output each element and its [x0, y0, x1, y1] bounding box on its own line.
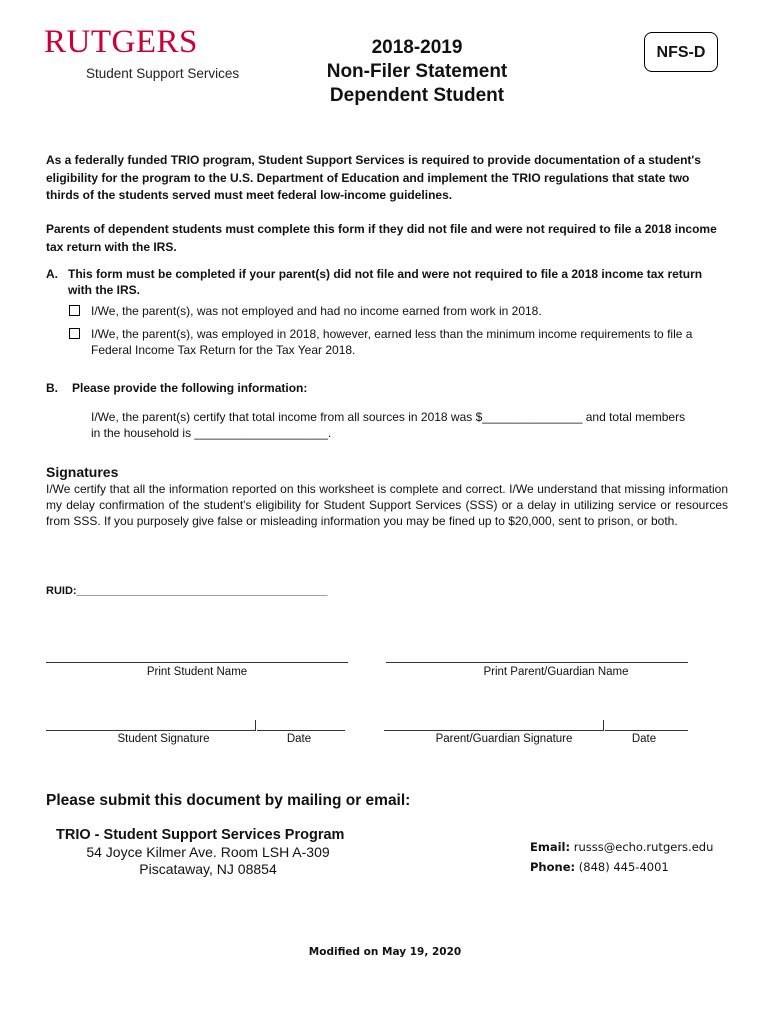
form-code-badge: NFS-D — [644, 32, 718, 72]
form-title — [287, 36, 547, 108]
address-line-2: Piscataway, NJ 08854 — [139, 861, 277, 877]
print-parent-name-line[interactable] — [386, 662, 688, 663]
signatures-statement: I/We certify that all the information reported on this worksheet is complete and correct. I/We understand that missing information my delay confirmation of the student's eligibility for Student Support Services (SSS) or a delay in utilizing service or resources from SSS. If you purposely give false or misleading information you may be fined up to $20,000, sent to prison, or both. — [46, 482, 728, 528]
phone-contact — [530, 860, 669, 874]
low-income-option-label: I/We, the parent(s), was employed in 2018, however, earned less than the minimum income requirements to file a Federal Income Tax Return for the Tax Year 2018. — [91, 327, 693, 357]
email-contact — [530, 840, 713, 854]
section-b-heading: Please provide the following information: — [72, 381, 308, 395]
student-signature-line[interactable] — [46, 730, 256, 731]
section-a-heading: This form must be completed if your parent(s) did not file and were not required to file a 2018 income tax return with the IRS. — [68, 267, 703, 297]
title-year: 2018-2019 — [371, 37, 463, 58]
email-label: Email: — [530, 840, 571, 854]
submit-heading: Please submit this document by mailing or email: — [46, 792, 411, 809]
phone-label: Phone: — [530, 860, 576, 874]
ruid-field[interactable]: RUID:_________________________________________ — [46, 585, 328, 597]
phone-number[interactable]: (848) 445-4001 — [578, 860, 669, 874]
section-a-letter: A. — [46, 267, 58, 281]
low-income-checkbox[interactable] — [69, 328, 80, 339]
parent-signature-date-divider — [603, 720, 604, 731]
modified-date: Modified on May 19, 2020 — [308, 946, 462, 958]
student-date-line[interactable] — [257, 730, 345, 731]
section-b-letter: B. — [46, 381, 58, 395]
income-certify-line-1[interactable]: I/We, the parent(s) certify that total income from all sources in 2018 was $_______________ and total members — [91, 410, 686, 424]
parent-date-line[interactable] — [605, 730, 688, 731]
student-date-caption: Date — [286, 733, 312, 745]
signatures-heading: Signatures — [46, 464, 119, 480]
title-name: Non-Filer Statement — [326, 61, 508, 82]
parent-signature-line[interactable] — [384, 730, 604, 731]
intro-paragraph-1: As a federally funded TRIO program, Student Support Services is required to provide documentation of a student's eligibility for the program to the U.S. Department of Education and implement the TRIO regulations that state two thirds of the students served must meet federal low-income guidelines. — [46, 153, 701, 202]
print-parent-name-caption: Print Parent/Guardian Name — [483, 666, 629, 678]
signature-date-divider — [255, 720, 256, 731]
intro-paragraph-2: Parents of dependent students must complete this form if they did not file and were not required to file a 2018 income tax return with the IRS. — [46, 222, 717, 254]
parent-date-caption: Date — [631, 733, 657, 745]
no-income-option-label: I/We, the parent(s), was not employed and had no income earned from work in 2018. — [91, 304, 542, 318]
income-certify-line-2[interactable]: in the household is ____________________. — [91, 426, 332, 440]
parent-signature-caption: Parent/Guardian Signature — [435, 733, 573, 745]
print-student-name-line[interactable] — [46, 662, 348, 663]
print-student-name-caption: Print Student Name — [146, 666, 248, 678]
program-name: TRIO - Student Support Services Program — [56, 827, 345, 843]
title-subtitle: Dependent Student — [329, 85, 505, 106]
logo-subtitle: Student Support Services — [86, 66, 240, 81]
rutgers-logo: RUTGERS — [44, 24, 198, 60]
no-income-checkbox[interactable] — [69, 305, 80, 316]
address-line-1: 54 Joyce Kilmer Ave. Room LSH A-309 — [86, 844, 330, 860]
student-signature-caption: Student Signature — [117, 733, 210, 745]
email-address[interactable]: russs@echo.rutgers.edu — [573, 840, 714, 854]
